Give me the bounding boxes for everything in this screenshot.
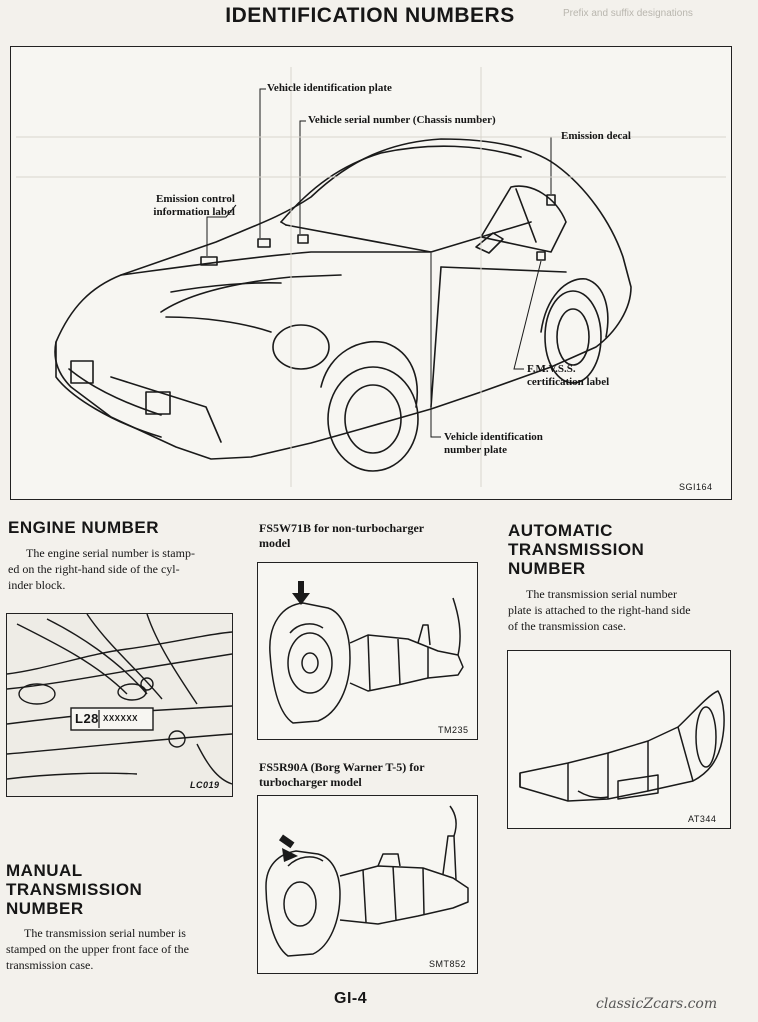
bleed-through-text: Prefix and suffix designations: [563, 8, 693, 19]
figure-code-smt852: SMT852: [429, 959, 467, 969]
engine-block-figure: [6, 613, 233, 797]
figure-code-at344: AT344: [688, 814, 717, 824]
vehicle-identification-figure: [10, 46, 732, 500]
label-emission-control-information: Emission control information label: [153, 193, 235, 218]
figure-code-sgi164: SGI164: [679, 482, 713, 492]
fs5r90a-caption: FS5R90A (Borg Warner T-5) for turbocharger model: [259, 760, 425, 789]
page-number: GI-4: [334, 990, 368, 1007]
fs5r90a-figure: [257, 795, 478, 974]
automatic-transmission-heading: AUTOMATIC TRANSMISSION NUMBER: [508, 521, 645, 578]
fs5w71b-caption: FS5W71B for non-turbocharger model: [259, 521, 425, 550]
engine-stamp-serial: XXXXXX: [103, 714, 139, 723]
figure-code-lc019: LC019: [190, 780, 220, 790]
engine-number-heading: ENGINE NUMBER: [8, 518, 160, 537]
label-vehicle-identification-number-plate: Vehicle identification number plate: [444, 431, 543, 456]
site-watermark: classicZcars.com: [596, 996, 718, 1012]
engine-number-text: The engine serial number is stamp- ed on the right-hand side of the cyl- inder block.: [8, 546, 195, 592]
manual-transmission-text: The transmission serial number is stamped on the upper front face of the transmission case.: [6, 926, 189, 972]
automatic-transmission-figure: [507, 650, 731, 829]
fs5r90a-transmission-drawing: [258, 796, 477, 973]
label-vehicle-identification-plate: Vehicle identification plate: [267, 82, 392, 94]
figure-code-tm235: TM235: [438, 725, 469, 735]
manual-transmission-heading: MANUAL TRANSMISSION NUMBER: [6, 861, 143, 918]
engine-stamp-model: L28: [75, 711, 99, 726]
label-emission-decal: Emission decal: [561, 130, 631, 142]
label-fmvss-certification: F.M.V.S.S. certification label: [527, 363, 610, 388]
page-title: IDENTIFICATION NUMBERS: [225, 4, 515, 27]
automatic-transmission-drawing: [508, 651, 730, 828]
engine-block-drawing: [7, 614, 232, 796]
label-vehicle-serial-number: Vehicle serial number (Chassis number): [308, 114, 496, 126]
fs5w71b-figure: [257, 562, 478, 740]
fs5w71b-transmission-drawing: [258, 563, 477, 739]
automatic-transmission-text: The transmission serial number plate is attached to the right-hand side of the transmission case.: [508, 587, 691, 633]
